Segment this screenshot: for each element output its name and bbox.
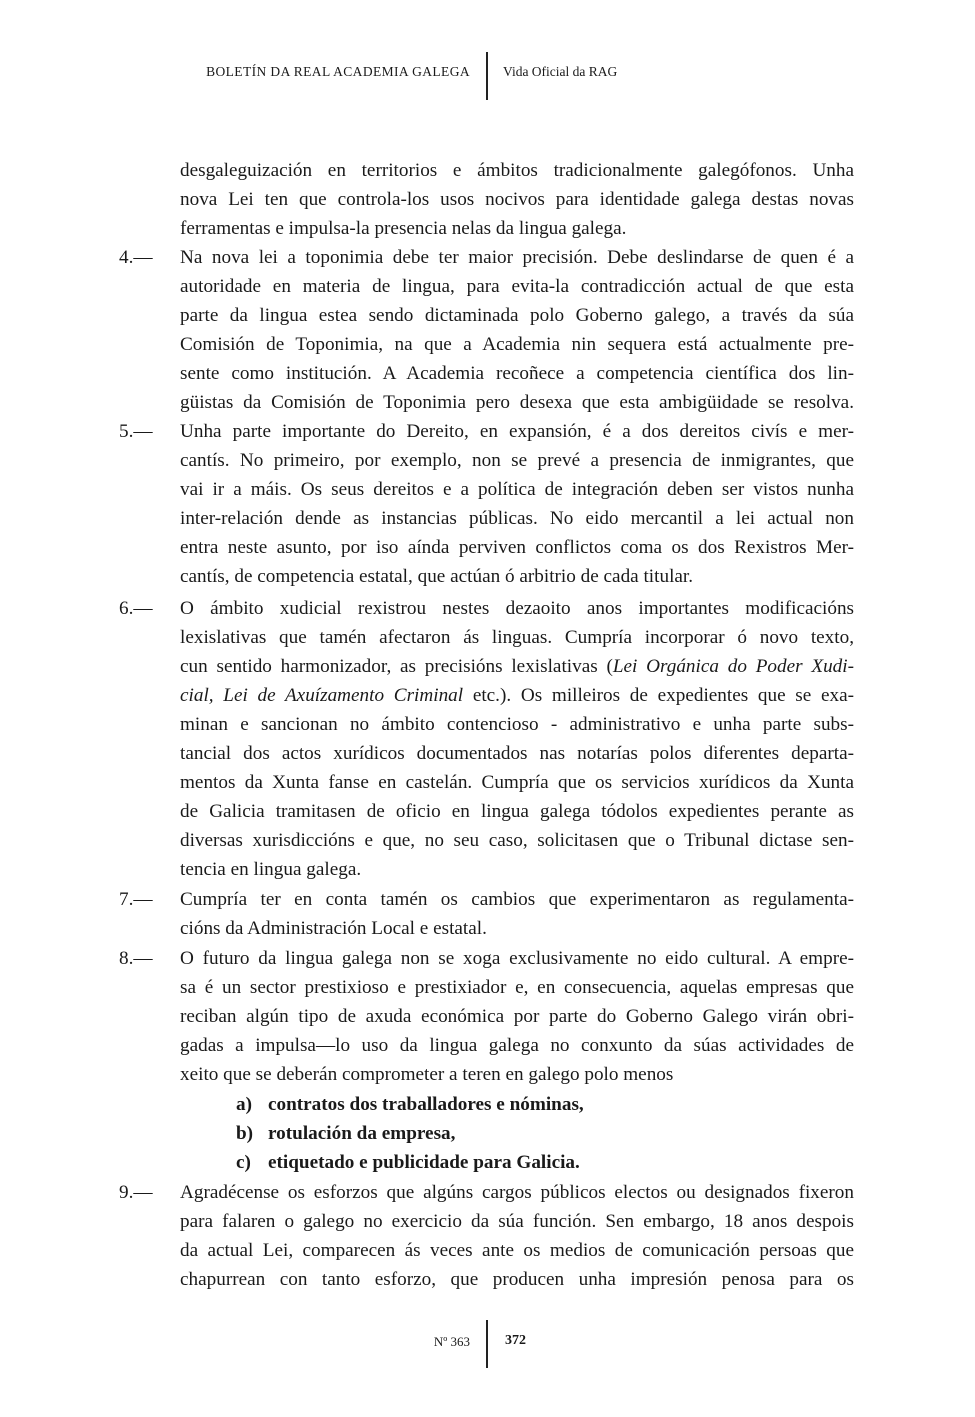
paragraph-line: desgaleguización en territorios e ámbitos tradicionalmente galegófonos. Unha (180, 160, 854, 181)
sub-item-text: etiquetado e publicidade para Galicia. (268, 1152, 580, 1173)
paragraph-line: reciban algún tipo de axuda económica por parte do Goberno Galego virán obri- (180, 1006, 854, 1027)
journal-title: BOLETÍN DA REAL ACADEMIA GALEGA (206, 64, 470, 79)
footer-divider (486, 1320, 488, 1368)
paragraph-line: Agradécense os esforzos que algúns cargos públicos electos ou designados fixeron (180, 1182, 854, 1203)
paragraph-line: mentos da Xunta fanse en castelán. Cumpría que os servicios xurídicos da Xunta (180, 772, 854, 793)
paragraph-line: lexislativas que tamén afectaron ás linguas. Cumpría incorporar ó novo texto, (180, 627, 854, 648)
page-number: 372 (505, 1333, 526, 1348)
paragraph-line: cun sentido harmonizador, as precisións lexislativas (Lei Orgánica do Poder Xudi- (180, 656, 854, 677)
paragraph-line: Unha parte importante do Dereito, en expansión, é a dos dereitos civís e mer- (180, 421, 854, 442)
sub-item-text: rotulación da empresa, (268, 1123, 456, 1144)
paragraph-line: sente como institución. A Academia recoñece a competencia científica dos lin- (180, 363, 854, 384)
paragraph-line: para falaren o galego no exercicio da súa función. Sen embargo, 18 anos despois (180, 1211, 854, 1232)
item-number: 5.— (119, 421, 153, 442)
paragraph-line: cións da Administración Local e estatal. (180, 918, 487, 939)
issue-number: Nº 363 (433, 1334, 470, 1349)
paragraph-line: minan e sancionan no ámbito contencioso - administrativo e unha parte subs- (180, 714, 854, 735)
paragraph-line: cantís, de competencia estatal, que actúan ó arbitrio de cada titular. (180, 566, 694, 587)
paragraph-line: vai ir a máis. Os seus dereitos e a política de integración deben ser vistos nunha (180, 479, 854, 500)
paragraph-line: Cumpría ter en conta tamén os cambios que experimentaron as regulamenta- (180, 889, 854, 910)
paragraph-line: de Galicia tramitasen de oficio en lingua galega tódolos expedientes perante as (180, 801, 854, 822)
paragraph-line: sa é un sector prestixioso e prestixiador e, en consecuencia, aquelas empresas que (180, 977, 854, 998)
sub-list-item (236, 1090, 584, 1119)
running-footer (0, 1320, 975, 1368)
paragraph-line: chapurrean con tanto esforzo, que producen unha impresión penosa para os (180, 1269, 854, 1290)
sub-list-item (236, 1148, 580, 1177)
paragraph-line: gadas a impulsa—lo uso da lingua galega no conxunto da súas actividades de (180, 1035, 854, 1056)
item-number: 4.— (119, 247, 153, 268)
italic-law-title: cial, Lei de Axuízamento Criminal (180, 685, 464, 706)
paragraph-line: ferramentas e impulsa-la presencia nelas da lingua galega. (180, 218, 627, 239)
paragraph-line: nova Lei ten que controla-los usos nocivos para identidade galega destas novas (180, 189, 854, 210)
paragraph-line: tencia en lingua galega. (180, 859, 362, 880)
paragraph-line: xeito que se deberán comprometer a teren en galego polo menos (180, 1064, 674, 1085)
paragraph-line: tancial dos actos xurídicos documentados nas notarías polos diferentes departa- (180, 743, 854, 764)
paragraph-line: parte da lingua estea sendo dictaminada polo Goberno galego, a través da súa (180, 305, 854, 326)
paragraph-line: O futuro da lingua galega non se xoga exclusivamente no eido cultural. A empre- (180, 948, 854, 969)
paragraph-line: Na nova lei a toponimia debe ter maior precisión. Debe deslindarse de quen é a (180, 247, 854, 268)
sub-item-label: a) (236, 1094, 252, 1115)
sub-list-item (236, 1119, 455, 1148)
sub-item-text: contratos dos traballadores e nóminas, (268, 1094, 584, 1115)
paragraph-line: O ámbito xudicial rexistrou nestes dezaoito anos importantes modificacións (180, 598, 854, 619)
paragraph-line: inter-relación dende as instancias públicas. No eido mercantil a lei actual non (180, 508, 854, 529)
paragraph-line: entra neste asunto, por iso aínda perviven conflictos coma os dos Rexistros Mer- (180, 537, 854, 558)
item-number: 6.— (119, 598, 153, 619)
paragraph-line: cantís. No primeiro, por exemplo, non se prevé a presencia de inmigrantes, que (180, 450, 854, 471)
sub-item-label: b) (236, 1123, 254, 1144)
section-title: Vida Oficial da RAG (503, 64, 618, 79)
item-number: 7.— (119, 889, 153, 910)
running-header (0, 52, 975, 100)
italic-law-title: Lei Orgánica do Poder Xudi- (612, 656, 854, 677)
paragraph-line: da actual Lei, comparecen ás veces ante os medios de comunicación persoas que (180, 1240, 854, 1261)
paragraph-line: cial, Lei de Axuízamento Criminal etc.). Os milleiros de expedientes que se exa- (180, 685, 855, 706)
header-divider (486, 52, 488, 100)
paragraph-line: Comisión de Toponimia, na que a Academia nin sequera está actualmente pre- (180, 334, 854, 355)
paragraph-line: diversas xurisdiccións e que, no seu caso, solicitasen que o Tribunal dictase sen- (180, 830, 854, 851)
paragraph-line: güistas da Comisión de Toponimia pero desexa que esta ambigüidade se resolva. (180, 392, 854, 413)
item-number: 9.— (119, 1182, 153, 1203)
item-number: 8.— (119, 948, 153, 969)
sub-item-label: c) (236, 1152, 251, 1173)
paragraph-line: autoridade en materia de lingua, para evita-la contradicción actual de que esta (180, 276, 854, 297)
